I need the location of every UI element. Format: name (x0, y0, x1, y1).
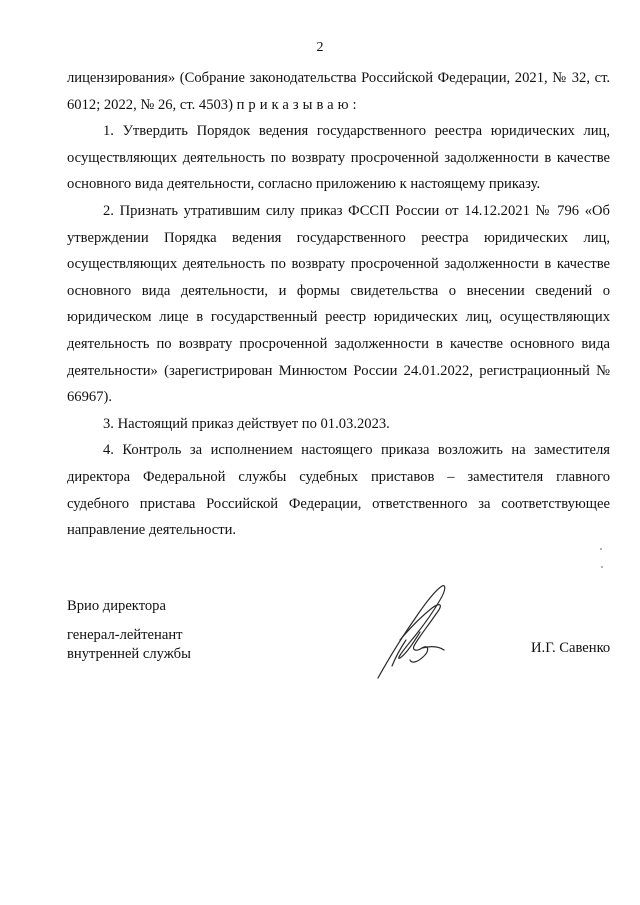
order-word: приказываю: (236, 96, 361, 113)
signatory-rank-line-2: внутренней службы (67, 646, 191, 662)
signatory-name: И.Г. Савенко (531, 640, 611, 656)
signatory-title: Врио директора (67, 598, 166, 614)
signatory-rank-line-1: генерал-лейтенант (67, 627, 183, 643)
scan-speck (600, 548, 602, 550)
scan-speck (601, 566, 603, 568)
document-body (67, 65, 610, 544)
paragraph-intro (67, 65, 610, 118)
page-number: 2 (316, 40, 324, 55)
paragraph-4: 4. Контроль за исполнением настоящего приказа возложить на заместителя директора Федеральной службы судебных приставов – заместителя главного судебного пристава Российской Федерации, ответственного за соответствующее направление деятельности. (67, 442, 610, 539)
handwritten-signature (370, 580, 460, 685)
paragraph-1: 1. Утвердить Порядок ведения государственного реестра юридических лиц, осуществляющих деятельность по возврату просроченной задолженности в качестве основного вида деятельности, согласно приложению к настоящему приказу. (67, 123, 610, 193)
signatory-rank (67, 626, 191, 664)
paragraph-2: 2. Признать утратившим силу приказ ФССП России от 14.12.2021 № 796 «Об утверждении Порядка ведения государственного реестра юридических лиц, осуществляющих деятельность по возврату просроченной задолженности в качестве основного вида деятельности, и формы свидетельства о внесении сведений о юридическом лице в государственный реестр юридических лиц, осуществляющих деятельность по возврату просроченной задолженности в качестве основного вида деятельности» (зарегистрирован Минюстом России 24.01.2022, регистрационный № 66967). (67, 202, 610, 406)
paragraph-3: 3. Настоящий приказ действует по 01.03.2023. (103, 415, 390, 432)
intro-text: лицензирования» (Собрание законодательства Российской Федерации, 2021, № 32, ст. 6012; 2022, № 26, ст. 4503) (67, 70, 610, 113)
